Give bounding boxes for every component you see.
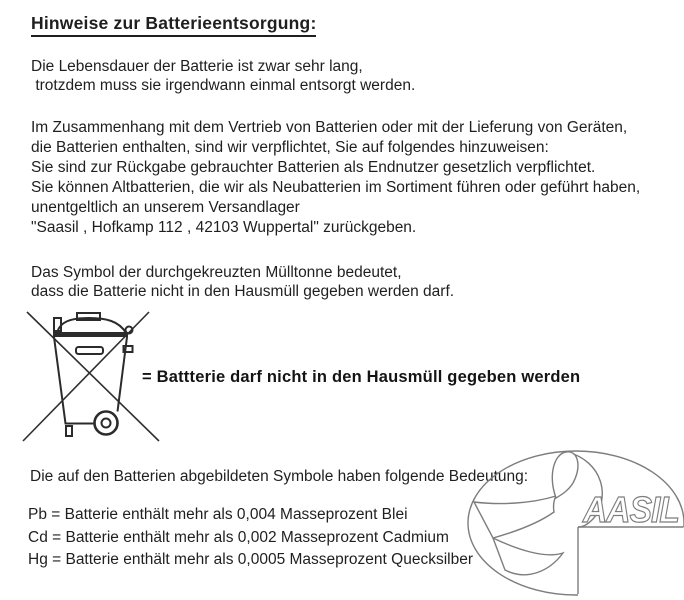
page-title: Hinweise zur Batterieentsorgung: <box>31 13 316 37</box>
paragraph-return-obligation <box>31 118 640 238</box>
text-line: Das Symbol der durchgekreuzten Mülltonne bedeutet, <box>31 264 402 281</box>
saasil-logo-watermark <box>450 442 684 600</box>
text-line: Sie können Altbatterien, die wir als Neubatterien im Sortiment führen oder geführt haben, <box>31 179 641 196</box>
text-line: Sie sind zur Rückgabe gebrauchter Batterien als Endnutzer gesetzlich verpflichtet. <box>31 159 596 176</box>
wheeled-bin <box>53 313 133 436</box>
text-line: Die Lebensdauer der Batterie ist zwar sehr lang, <box>31 58 363 75</box>
text-line: trotzdem muss sie irgendwann einmal entsorgt werden. <box>31 77 416 94</box>
text-line-return-address: "Saasil , Hofkamp 112 , 42103 Wuppertal" zurückgeben. <box>31 219 417 236</box>
text-line: unentgeltlich an unserem Versandlager <box>31 199 300 216</box>
logo-text: AASIL <box>582 489 679 530</box>
symbol-definition-pb: Pb = Batterie enthält mehr als 0,004 Masseprozent Blei <box>28 506 408 523</box>
symbol-definition-hg: Hg = Batterie enthält mehr als 0,0005 Masseprozent Quecksilber <box>28 551 473 568</box>
paragraph-symbols-intro: Die auf den Batterien abgebildeten Symbole haben folgende Bedeutung: <box>30 468 529 485</box>
text-line: dass die Batterie nicht in den Hausmüll gegeben werden darf. <box>31 283 455 300</box>
cross-lines <box>23 312 159 441</box>
bin-caption: = Battterie darf nicht in den Hausmüll gegeben werden <box>142 368 581 386</box>
paragraph-symbol-meaning <box>31 263 454 301</box>
symbol-definition-cd: Cd = Batterie enthält mehr als 0,002 Masseprozent Cadmium <box>28 528 449 546</box>
paragraph-lifespan <box>31 57 415 95</box>
paragraph-symbol-definitions <box>28 504 473 572</box>
text-line: Im Zusammenhang mit dem Vertrieb von Batterien oder mit der Lieferung von Geräten, <box>31 119 628 136</box>
text-line: die Batterien enthalten, sind wir verpflichtet, Sie auf folgendes hinzuweisen: <box>31 139 549 156</box>
